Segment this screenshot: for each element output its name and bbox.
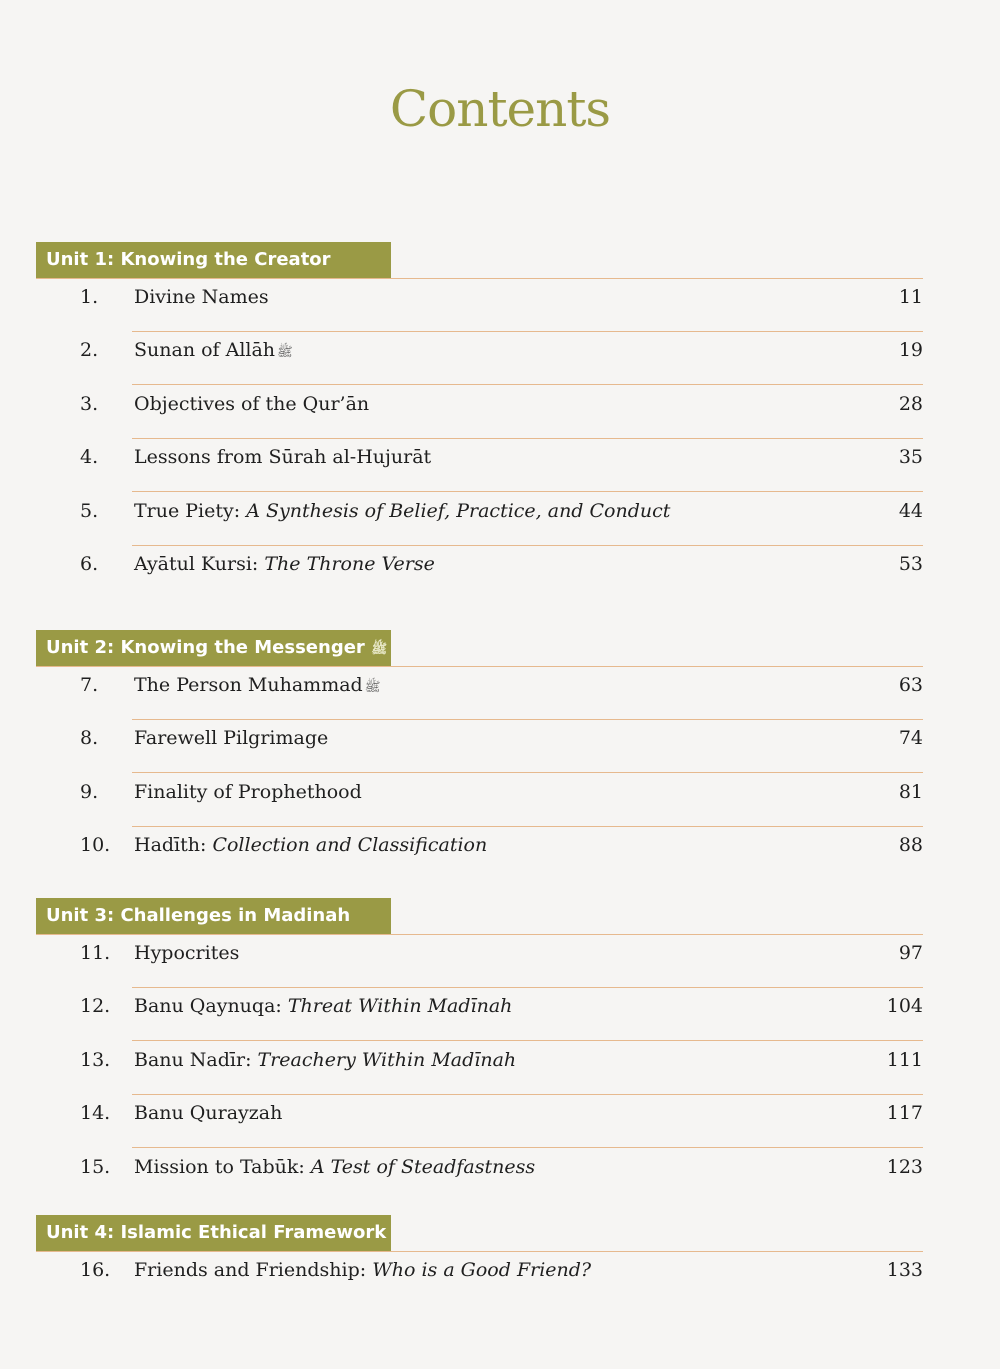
entry-page-number: 81 [898,780,923,803]
entry-number: 6. [80,553,99,575]
entry-number: 8. [80,727,99,750]
unit-label: Unit 2: Knowing the Messenger [46,637,365,658]
entry-page-number: 35 [898,446,923,469]
toc-entry[interactable] [36,1041,923,1095]
entry-title [134,553,435,575]
entry-title [134,500,670,522]
entry-number: 14. [80,1102,111,1125]
entry-page-number: 19 [898,339,923,362]
entry-subtitle: Collection and Classification [212,834,488,857]
entry-title [134,781,362,803]
entry-page-number: 63 [898,674,923,696]
entry-title [134,942,239,964]
entry-title-text: Banu Qaynuqa: [134,995,288,1018]
entry-title-text: Finality of Prophethood [134,780,362,803]
unit-label: Unit 1: Knowing the Creator [46,249,331,270]
entry-title-text: Objectives of the Qur’ān [134,392,370,415]
entry-title [134,1049,516,1071]
entry-title [134,1156,535,1178]
entry-title-text: Mission to Tabūk: [134,1155,311,1178]
entry-title-text: Ayātul Kursi: [134,553,265,575]
unit-header [36,898,391,934]
entry-page-number: 111 [886,1048,923,1071]
toc-entry[interactable] [36,773,923,827]
toc-entry[interactable] [36,934,923,988]
entry-number: 13. [80,1048,111,1071]
unit-label: Unit 3: Challenges in Madinah [46,905,351,926]
entry-page-number: 88 [898,834,923,857]
entry-title-text: Hypocrites [134,942,240,964]
entry-title-text: Lessons from Sūrah al-Hujurāt [134,446,432,469]
entry-title [134,1102,282,1124]
unit-label: Unit 4: Islamic Ethical Framework [46,1222,387,1243]
toc-entry[interactable] [36,1148,923,1202]
entry-number: 1. [80,286,99,308]
honorific-glyph: ﷺ [277,345,293,361]
entry-title-text: Banu Nadīr: [134,1048,258,1071]
entry-title-text: Sunan of Allāh [134,339,276,362]
entry-subtitle: A Synthesis of Belief, Practice, and Conduct [246,499,671,522]
entry-page-number: 117 [886,1102,923,1125]
honorific-glyph: ﷺ [364,680,381,695]
entry-title-text: Banu Qurayzah [134,1102,283,1125]
toc-entry[interactable] [36,666,923,720]
entry-number: 9. [80,780,99,803]
entry-number: 2. [80,339,99,362]
entry-number: 11. [80,942,111,964]
entry-page-number: 97 [898,942,923,964]
toc-entry[interactable] [36,1094,923,1148]
entry-title-text: Divine Names [134,286,269,308]
entry-number: 3. [80,392,99,415]
entry-page-number: 74 [898,727,923,750]
entry-title [134,446,431,468]
entry-subtitle: Treachery Within Madīnah [257,1048,517,1071]
entry-number: 12. [80,995,111,1018]
entry-title-text: The Person Muhammad [134,674,363,696]
entry-title [134,339,293,363]
toc-entry[interactable] [36,438,923,492]
toc-entry[interactable] [36,331,923,385]
entry-title [134,995,512,1017]
honorific-glyph: ﷺ [366,642,388,657]
entry-number: 5. [80,499,99,522]
unit-header [36,630,391,666]
entry-title-text: Farewell Pilgrimage [134,727,329,750]
entry-title [134,393,369,415]
entry-number: 7. [80,674,99,696]
page-title: Contents [389,80,611,138]
toc-entry[interactable] [36,719,923,773]
entry-subtitle: The Throne Verse [264,553,435,575]
entry-page-number: 123 [886,1155,923,1178]
entry-page-number: 11 [898,286,923,308]
toc-entry[interactable] [36,545,923,599]
toc-entry[interactable] [36,987,923,1041]
toc-entry[interactable] [36,278,923,332]
entry-number: 10. [80,834,111,857]
toc-entry[interactable] [36,1251,923,1305]
entry-number: 15. [80,1155,111,1178]
entry-title-text: True Piety: [134,499,247,522]
entry-page-number: 133 [886,1259,923,1281]
entry-page-number: 53 [898,553,923,575]
entry-title [134,727,328,749]
toc-entry[interactable] [36,385,923,439]
entry-title [134,1259,591,1281]
entry-page-number: 44 [898,499,923,522]
entry-title [134,674,380,698]
entry-subtitle: Threat Within Madīnah [287,995,513,1018]
toc-entry[interactable] [36,826,923,880]
entry-number: 16. [80,1259,111,1281]
unit-header [36,242,391,278]
entry-title [134,286,269,308]
entry-subtitle: A Test of Steadfastness [310,1155,536,1178]
entry-title-text: Friends and Friendship: [134,1259,373,1281]
toc-entry[interactable] [36,492,923,546]
entry-subtitle: Who is a Good Friend? [372,1259,592,1281]
unit-header [36,1215,391,1251]
entry-number: 4. [80,446,99,469]
entry-page-number: 28 [898,392,923,415]
entry-title-text: Hadīth: [134,834,213,857]
entry-page-number: 104 [886,995,923,1018]
entry-title [134,834,487,856]
